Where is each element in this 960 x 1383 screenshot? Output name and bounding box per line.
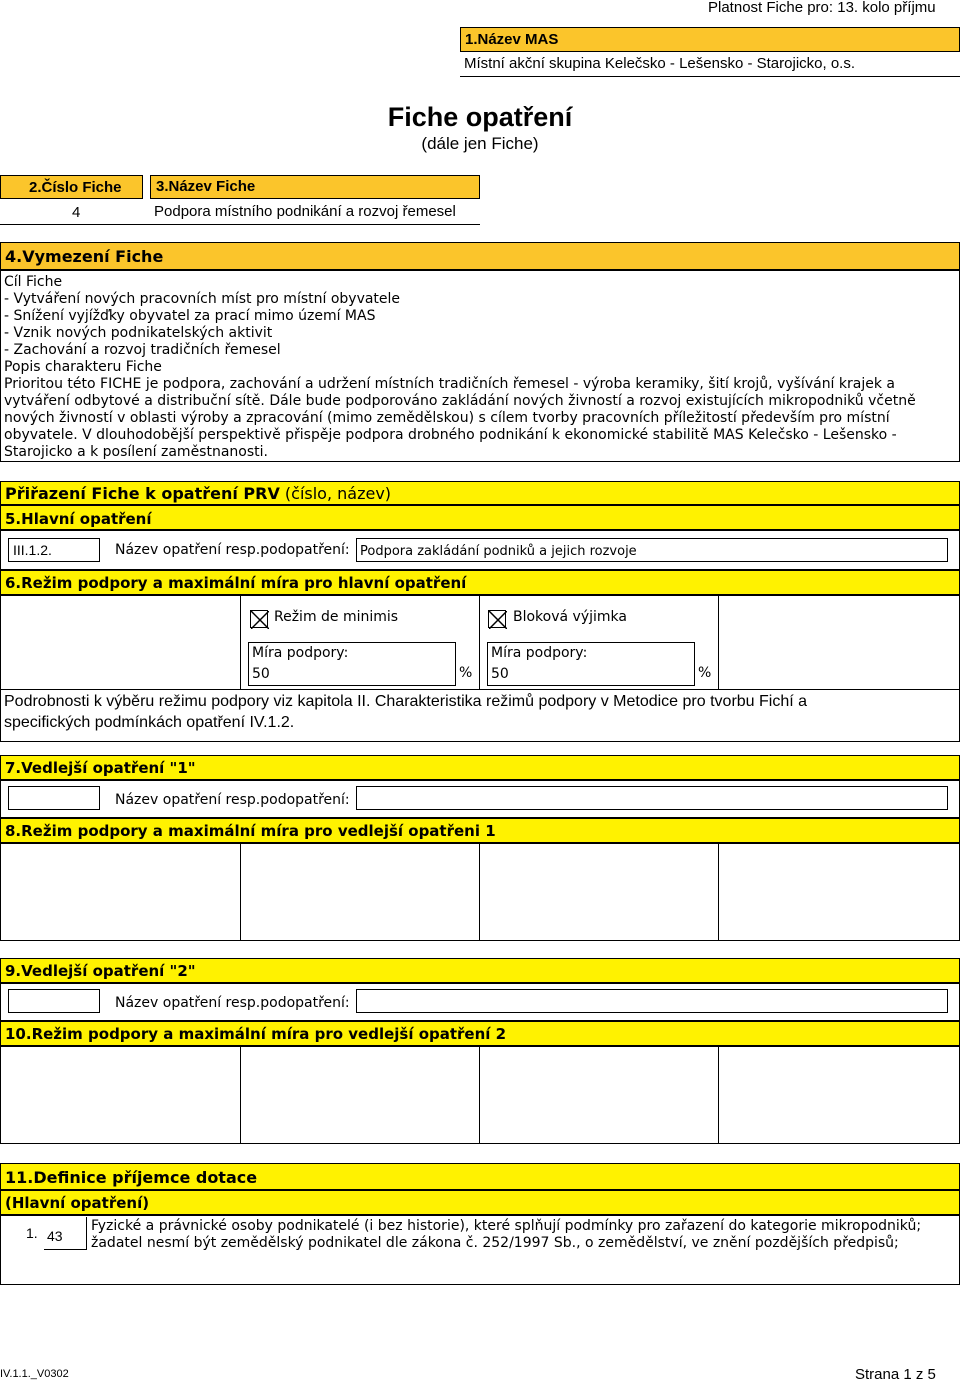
cil-item-2: - Snížení vyjížďky obyvatel za prací mimo území MAS — [4, 308, 376, 324]
rezim-hlavni-label: 6.Režim podpory a maximální míra pro hlavní opatření — [0, 570, 960, 595]
page-title: Fiche opatření — [387, 102, 573, 132]
checkbox-checked-icon — [250, 610, 268, 628]
fiche-name-label: 3.Název Fiche — [150, 175, 480, 199]
rezim-v2-divider-3 — [718, 1046, 719, 1144]
percent-1: % — [459, 665, 473, 681]
rezim-v1-divider-1 — [240, 843, 241, 941]
footer-code: IV.1.1._V0302 — [0, 1368, 69, 1380]
de-minimis-checkbox[interactable] — [250, 608, 268, 628]
definice-index: 1. — [26, 1225, 38, 1241]
mas-value: Místní akční skupina Kelečsko - Lešensko - Starojicko, o.s. — [464, 55, 856, 72]
de-minimis-label: Režim de minimis — [274, 609, 399, 625]
prirazeni-label: Přiřazení Fiche k opatření PRV — [5, 484, 280, 503]
vedlejsi2-name-label: Název opatření resp.podopatření: — [115, 995, 350, 1011]
rezim-divider-1 — [240, 595, 241, 689]
popis-line-3: nových živností v oblasti výroby a zpracování (mimo zemědělskou) s cílem tvorby pracovních příležitostí především pro místní — [4, 410, 890, 426]
mira-label-1: Míra podpory: — [252, 645, 349, 661]
definice-code: 43 — [47, 1228, 63, 1244]
vedlejsi2-name-field[interactable] — [356, 989, 948, 1013]
popis-label: Popis charakteru Fiche — [4, 359, 162, 375]
definice-sub-label: (Hlavní opatření) — [0, 1190, 960, 1215]
page-subtitle: (dále jen Fiche) — [421, 134, 539, 153]
rezim-note-line-1: Podrobnosti k výběru režimu podpory viz kapitola II. Charakteristika režimů podpory v Metodice pro tvorbu Fichí a — [4, 693, 808, 710]
validity-note: Platnost Fiche pro: 13. kolo příjmu — [708, 0, 936, 16]
prirazeni-header — [0, 481, 960, 505]
mira-value-1: 50 — [252, 666, 270, 682]
definice-code-divider — [86, 1217, 87, 1250]
cil-item-3: - Vznik nových podnikatelských aktivit — [4, 325, 273, 341]
popis-line-5: Starojicko a k posílení zaměstnanosti. — [4, 444, 268, 460]
rezim-v1-divider-3 — [718, 843, 719, 941]
hlavni-code-field[interactable]: III.1.2. — [8, 538, 100, 562]
mas-label: 1.Název MAS — [460, 27, 960, 52]
rezim-divider-3 — [718, 595, 719, 689]
popis-line-4: obyvatele. V dlouhodobější perspektivě přispěje podpora drobného podnikání k ekonomické stabilitě MAS Kelečsko - Lešensko - — [4, 427, 897, 443]
mira-label-2: Míra podpory: — [491, 645, 588, 661]
percent-2: % — [698, 665, 712, 681]
fiche-underline — [0, 224, 480, 225]
hlavni-name-label: Název opatření resp.podopatření: — [115, 542, 350, 558]
fiche-name: Podpora místního podnikání a rozvoj řemesel — [154, 203, 456, 220]
definice-label: 11.Definice příjemce dotace — [0, 1163, 960, 1190]
checkbox-checked-icon — [488, 610, 506, 628]
rezim-divider-2 — [479, 595, 480, 689]
vedlejsi1-name-field[interactable] — [356, 786, 948, 810]
fiche-number-label: 2.Číslo Fiche — [0, 175, 143, 199]
definice-code-underline — [44, 1249, 86, 1250]
footer-page: Strana 1 z 5 — [855, 1366, 936, 1383]
rezim-v1-box — [0, 843, 960, 941]
mira-field-1[interactable] — [248, 642, 456, 686]
cil-item-1: - Vytváření nových pracovních míst pro místní obyvatele — [4, 291, 401, 307]
cil-label: Cíl Fiche — [4, 274, 63, 290]
blokova-checkbox[interactable] — [488, 608, 506, 628]
vedlejsi1-name-label: Název opatření resp.podopatření: — [115, 792, 350, 808]
vedlejsi1-code-field[interactable] — [8, 786, 100, 810]
rezim-v2-divider-2 — [479, 1046, 480, 1144]
cil-item-4: - Zachování a rozvoj tradičních řemesel — [4, 342, 281, 358]
prirazeni-label-suffix: (číslo, název) — [279, 484, 392, 503]
hlavni-label: 5.Hlavní opatření — [0, 505, 960, 530]
mira-field-2[interactable] — [487, 642, 695, 686]
definice-line-1: Fyzické a právnické osoby podnikatelé (i bez historie), které splňují podmínky pro zařazení do kategorie mikropodniků; — [91, 1218, 922, 1234]
rezim-v1-label: 8.Režim podpory a maximální míra pro vedlejší opatřeni 1 — [0, 818, 960, 843]
vymezeni-label: 4.Vymezení Fiche — [0, 242, 960, 270]
hlavni-name-field[interactable]: Podpora zakládání podniků a jejich rozvoje — [356, 538, 948, 562]
definice-line-2: žadatel nesmí být zemědělský podnikatel dle zákona č. 252/1997 Sb., o zemědělství, ve znění pozdějších předpisů; — [91, 1235, 899, 1251]
rezim-v2-box — [0, 1046, 960, 1144]
rezim-v1-divider-2 — [479, 843, 480, 941]
fiche-number: 4 — [72, 204, 81, 221]
rezim-hline — [0, 689, 960, 690]
rezim-note-line-2: specifických podmínkách opatření IV.1.2. — [4, 714, 295, 731]
popis-line-1: Prioritou této FICHE je podpora, zachování a udržení místních tradičních řemesel - výroba keramiky, šití krojů, vyšívání krajek a — [4, 376, 895, 392]
rezim-v2-label: 10.Režim podpory a maximální míra pro vedlejší opatření 2 — [0, 1021, 960, 1046]
vedlejsi2-code-field[interactable] — [8, 989, 100, 1013]
mas-underline — [460, 76, 960, 77]
rezim-v2-divider-1 — [240, 1046, 241, 1144]
mira-value-2: 50 — [491, 666, 509, 682]
popis-line-2: vytváření odbytové a distribuční sítě. Dále bude podporováno zakládání nových živností a rozvoj existujících mikropodniků včetně — [4, 393, 916, 409]
vedlejsi2-label: 9.Vedlejší opatření "2" — [0, 958, 960, 983]
vedlejsi1-label: 7.Vedlejší opatření "1" — [0, 755, 960, 780]
blokova-label: Bloková výjimka — [513, 609, 627, 625]
